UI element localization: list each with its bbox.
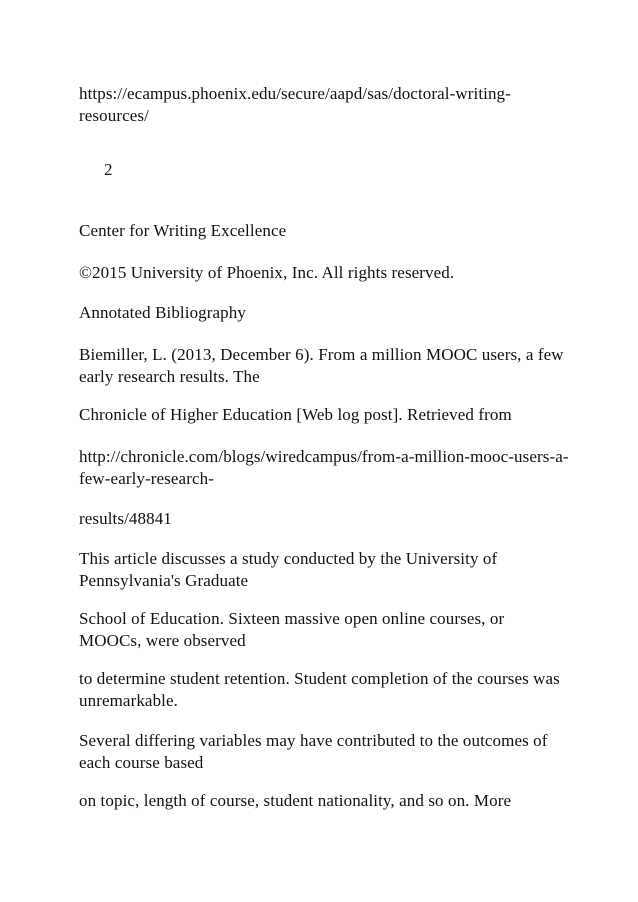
citation-line-1: Biemiller, L. (2013, December 6). From a million MOOC users, a few early research results. The [79, 345, 564, 386]
annotation-line-2: School of Education. Sixteen massive open online courses, or MOOCs, were observed [79, 609, 505, 650]
annotation-line-5: on topic, length of course, student nationality, and so on. More [79, 791, 512, 810]
section-title: Annotated Bibliography [79, 303, 246, 322]
page-number: 2 [104, 160, 113, 179]
annotation-line-3: to determine student retention. Student completion of the courses was unremarkable. [79, 669, 560, 710]
url-text: https://ecampus.phoenix.edu/secure/aapd/sas/doctoral-writing-resources/ [79, 84, 511, 125]
citation-line-4: results/48841 [79, 509, 172, 528]
annotation-line-4: Several differing variables may have contributed to the outcomes of each course based [79, 731, 548, 772]
url-line [79, 83, 569, 127]
citation-line-3: http://chronicle.com/blogs/wiredcampus/from-a-million-mooc-users-a-few-early-research- [79, 447, 569, 488]
center-name: Center for Writing Excellence [79, 221, 287, 240]
annotation-line-1: This article discusses a study conducted by the University of Pennsylvania's Graduate [79, 549, 498, 590]
copyright-notice: ©2015 University of Phoenix, Inc. All rights reserved. [79, 263, 455, 282]
citation-line-2: Chronicle of Higher Education [Web log post]. Retrieved from [79, 405, 512, 424]
